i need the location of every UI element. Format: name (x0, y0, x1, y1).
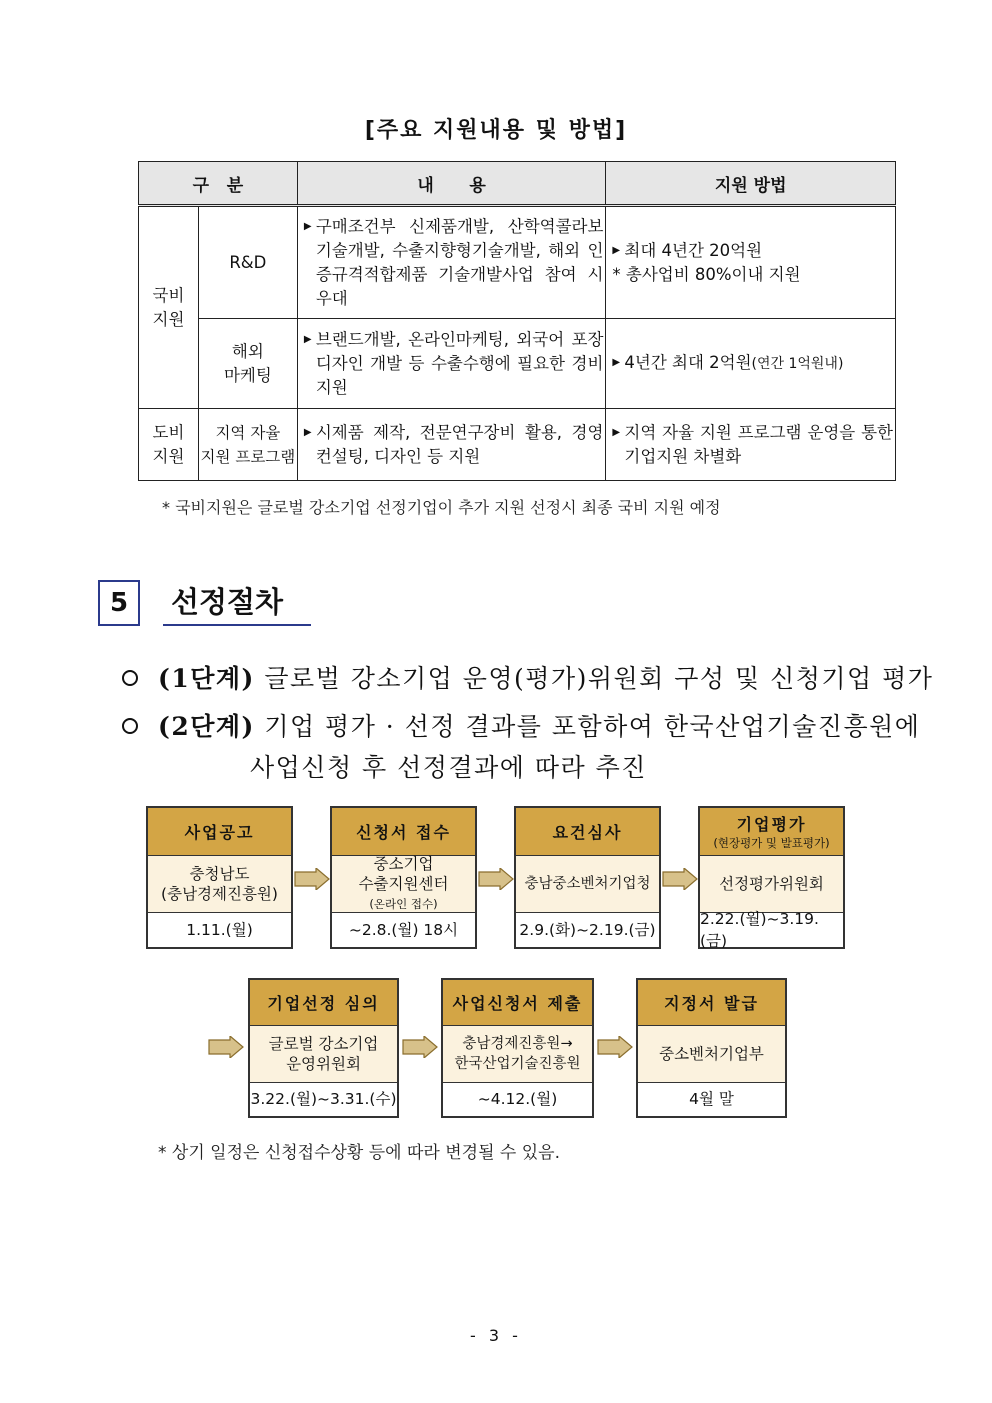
flow-box-date: ~4.12.(월) (477, 1090, 558, 1108)
flow-box-review (248, 978, 399, 1118)
section-title: 선정절차 (163, 582, 311, 626)
flow-header-sub: (현장평가 및 발표평가) (713, 836, 830, 850)
flow-box-submission (441, 978, 594, 1118)
flow-header-text: 사업공고 (184, 823, 255, 842)
flow-box-body: 충남중소벤처기업청 (516, 856, 659, 913)
flow-note: * 상기 일정은 신청접수상황 등에 따라 변경될 수 있음. (158, 1143, 560, 1163)
support-table (138, 161, 896, 481)
method-text: 최대 4년간 20억원 (624, 240, 763, 260)
method-cell: ▶ 지역 자율 지원 프로그램 운영을 통한 기업지원 차별화 (606, 409, 896, 481)
content-cell: ▶ 시제품 제작, 전문연구장비 활용, 경영 컨설팅, 디자인 등 지원 (297, 409, 606, 481)
header-method: 지원 방법 (606, 162, 896, 206)
flow-arrow-icon (208, 1036, 244, 1058)
flow-header-text: 사업신청서 제출 (452, 994, 583, 1013)
circle-bullet-icon (122, 670, 138, 686)
section-number: 5 (98, 580, 140, 626)
flow-arrow-icon (402, 1036, 438, 1058)
step-text: 기업 평가 · 선정 결과를 포함하여 한국산업기술진흥원에 (264, 712, 921, 741)
header-content: 내 용 (297, 162, 606, 206)
flow-arrow-icon (294, 868, 330, 890)
flow-box-header (516, 808, 659, 856)
flow-box-evaluation (698, 806, 845, 949)
flow-box-date: ~2.8.(월) 18시 (348, 920, 459, 939)
flow-header-text: 요건심사 (552, 823, 623, 842)
content-text: 브랜드개발, 온라인마케팅, 외국어 포장 디자인 개발 등 수출수행에 필요한 경비 지원 (315, 329, 604, 397)
method-subnote: * 총사업비 80%이내 지원 (612, 264, 801, 284)
group-national: 국비 지원 (139, 206, 199, 409)
flow-box-screening (514, 806, 661, 949)
table-header-row (139, 162, 896, 206)
flow-arrow-icon (662, 868, 698, 890)
method-cell: ▶ 최대 4년간 20억원 * 총사업비 80%이내 지원 (606, 206, 896, 319)
flow-box-header (638, 980, 785, 1026)
content-cell: ▶ 브랜드개발, 온라인마케팅, 외국어 포장 디자인 개발 등 수출수행에 필요한 경비 지원 (297, 319, 606, 409)
flow-box-body: 충남경제진흥원→ 한국산업기술진흥원 (443, 1026, 592, 1083)
flow-box-date: 4월 말 (689, 1090, 734, 1108)
flow-header-text: 지정서 발급 (664, 994, 759, 1013)
flow-box-designation (636, 978, 787, 1118)
flow-box-header (250, 980, 397, 1026)
content-text: 시제품 제작, 전문연구장비 활용, 경영 컨설팅, 디자인 등 지원 (315, 422, 604, 466)
flow-box-body: 중소벤처기업부 (638, 1026, 785, 1083)
flow-box-header (332, 808, 475, 856)
flow-box-body (332, 856, 475, 913)
flow-box-header (148, 808, 291, 856)
step-1 (122, 660, 933, 698)
method-cell: ▶ 4년간 최대 2억원(연간 1억원내) (606, 319, 896, 409)
flow-box-header (443, 980, 592, 1026)
table-row (139, 409, 896, 481)
sub-regional: 지역 자율 지원 프로그램 (198, 409, 297, 481)
table-title: [주요 지원내용 및 방법] (364, 118, 628, 143)
flow-box-body: 충청남도 (충남경제진흥원) (148, 856, 291, 913)
flow-arrow-icon (597, 1036, 633, 1058)
flow-header-text: 신청서 접수 (356, 823, 451, 842)
table-row (139, 319, 896, 409)
table-note: * 국비지원은 글로벌 강소기업 선정기업이 추가 지원 선정시 최종 국비 지원 예정 (162, 498, 721, 517)
content-cell: ▶ 구매조건부 신제품개발, 산학역콜라보 기술개발, 수출지향형기술개발, 해외 인증규격적합제품 기술개발사업 참여 시 우대 (297, 206, 606, 319)
page-number: - 3 - (470, 1326, 522, 1345)
flow-box-date: 2.22.(월)~3.19.(금) (700, 909, 819, 950)
flow-header-text: 기업선정 심의 (267, 994, 380, 1013)
flow-box-body: 글로벌 강소기업 운영위원회 (250, 1026, 397, 1083)
flow-arrow-icon (478, 868, 514, 890)
sub-marketing: 해외 마케팅 (198, 319, 297, 409)
step-label: (2단계) (158, 712, 255, 741)
flow-box-date: 2.9.(화)~2.19.(금) (519, 920, 656, 939)
step-text: 글로벌 강소기업 운영(평가)위원회 구성 및 신청기업 평가 (264, 664, 934, 693)
step-2 (122, 708, 920, 746)
method-text: 4년간 최대 2억원 (624, 353, 752, 372)
step-label: (1단계) (158, 664, 255, 693)
circle-bullet-icon (122, 718, 138, 734)
flow-box-date: 1.11.(월) (186, 920, 253, 939)
flow-box-header (700, 808, 843, 856)
flow-box-application (330, 806, 477, 949)
flow-body-sub: (온라인 접수) (369, 897, 438, 911)
flow-box-announcement (146, 806, 293, 949)
flow-body-text: 중소기업 수출지원센터 (358, 855, 449, 893)
method-small: (연간 1억원내) (751, 356, 844, 372)
content-text: 구매조건부 신제품개발, 산학역콜라보 기술개발, 수출지향형기술개발, 해외 인증규격적합제품 기술개발사업 참여 시 우대 (315, 216, 604, 308)
flow-header-text: 기업평가 (736, 815, 807, 834)
group-provincial: 도비 지원 (139, 409, 199, 481)
sub-rnd: R&D (198, 206, 297, 319)
flow-box-body: 선정평가위원회 (700, 856, 843, 913)
method-text: 지역 자율 지원 프로그램 운영을 통한 기업지원 차별화 (624, 422, 893, 466)
step-2-continued: 사업신청 후 선정결과에 따라 추진 (250, 753, 647, 782)
table-row (139, 206, 896, 319)
header-category: 구 분 (139, 162, 298, 206)
flow-box-date: 3.22.(월)~3.31.(수) (250, 1090, 397, 1108)
